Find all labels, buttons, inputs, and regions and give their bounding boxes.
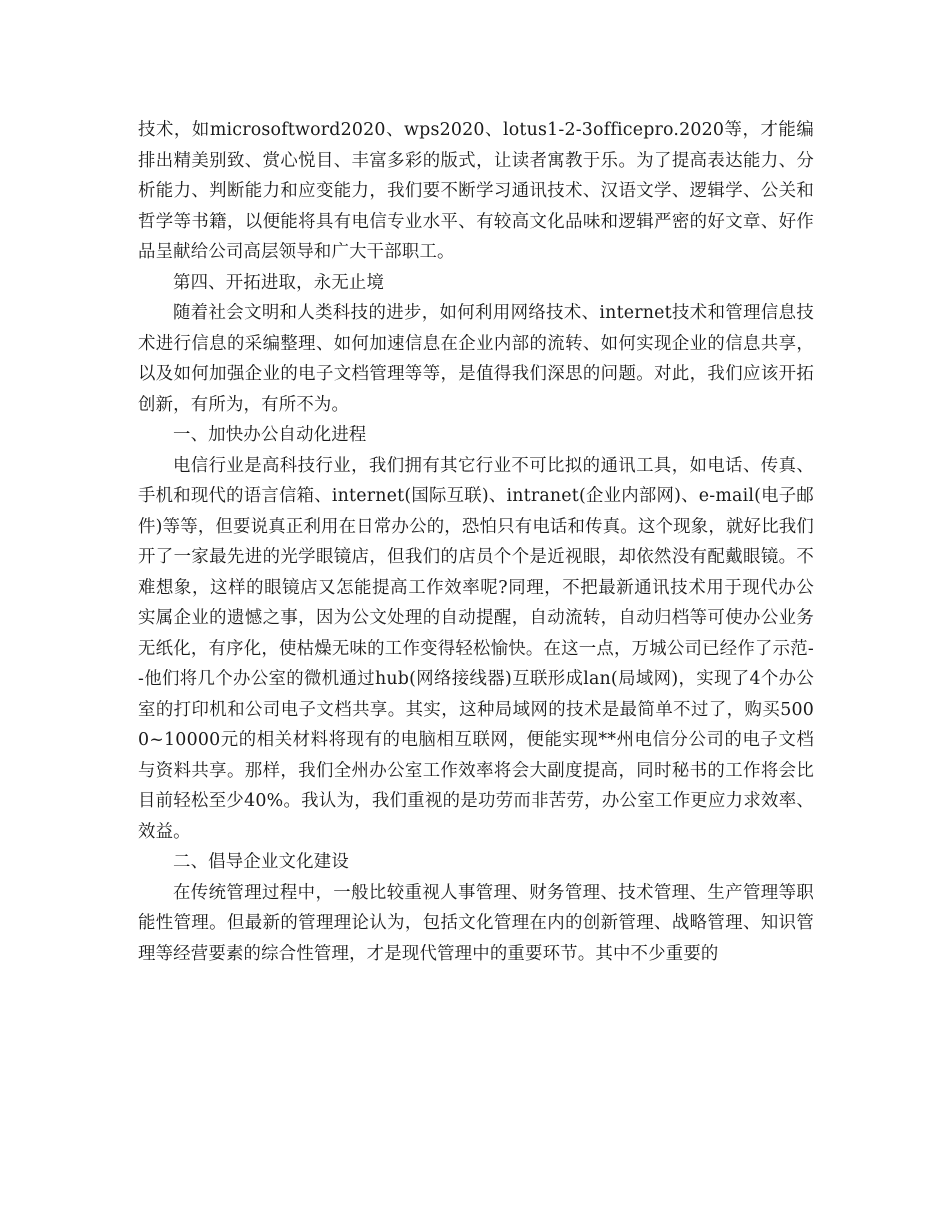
section-heading: 一、加快办公自动化进程 — [173, 425, 367, 445]
section-heading: 二、倡导企业文化建设 — [173, 852, 349, 872]
section-heading: 第四、开拓进取，永无止境 — [173, 272, 385, 293]
paragraph: 随着社会文明和人类科技的进步，如何利用网络技术、internet技术和管理信息技术进行信息的采编整理、如何加速信息在企业内部的流转、如何实现企业的信息共享，以及如何加强企业的电子文档管理等等，是值得我们深思的问题。对此，我们应该开拓创新，有所为，有所不为。 — [138, 303, 814, 415]
document-body — [138, 115, 814, 969]
paragraph: 电信行业是高科技行业，我们拥有其它行业不可比拟的通讯工具，如电话、传真、手机和现代的语言信箱、internet(国际互联)、intranet(企业内部网)、e-mail(电子邮件)等等，但要说真正利用在日常办公的，恐怕只有电话和传真。这个现象，就好比我们开了一家最先进的光学眼镜店，但我们的店员个个是近视眼，却依然没有配戴眼镜。不难想象，这样的眼镜店又怎能提高工作效率呢?同理，不把最新通讯技术用于现代办公实属企业的遗憾之事，因为公文处理的自动提醒，自动流转，自动归档等可使办公业务无纸化，有序化，使枯燥无味的工作变得轻松愉快。在这一点，万城公司已经作了示范--他们将几个办公室的微机通过hub(网络接线器)互联形成lan(局域网)，实现了4个办公室的打印机和公司电子文档共享。其实，这种局域网的技术是最简单不过了，购买5000~10000元的相关材料将现有的电脑相互联网，便能实现**州电信分公司的电子文档与资料共享。那样，我们全州办公室工作效率将会大副度提高，同时秘书的工作将会比目前轻松至少40%。我认为，我们重视的是功劳而非苦劳，办公室工作更应力求效率、效益。 — [138, 455, 814, 842]
paragraph: 在传统管理过程中，一般比较重视人事管理、财务管理、技术管理、生产管理等职能性管理。但最新的管理理论认为，包括文化管理在内的创新管理、战略管理、知识管理等经营要素的综合性管理，才是现代管理中的重要环节。其中不少重要的 — [138, 882, 814, 964]
paragraph: 技术，如microsoftword2020、wps2020、lotus1-2-3officepro.2020等，才能编排出精美别致、赏心悦目、丰富多彩的版式，让读者寓教于乐。为了提高表达能力、分析能力、判断能力和应变能力，我们要不断学习通讯技术、汉语文学、逻辑学、公关和哲学等书籍，以便能将具有电信专业水平、有较高文化品味和逻辑严密的好文章、好作品呈献给公司高层领导和广大干部职工。 — [138, 120, 814, 262]
